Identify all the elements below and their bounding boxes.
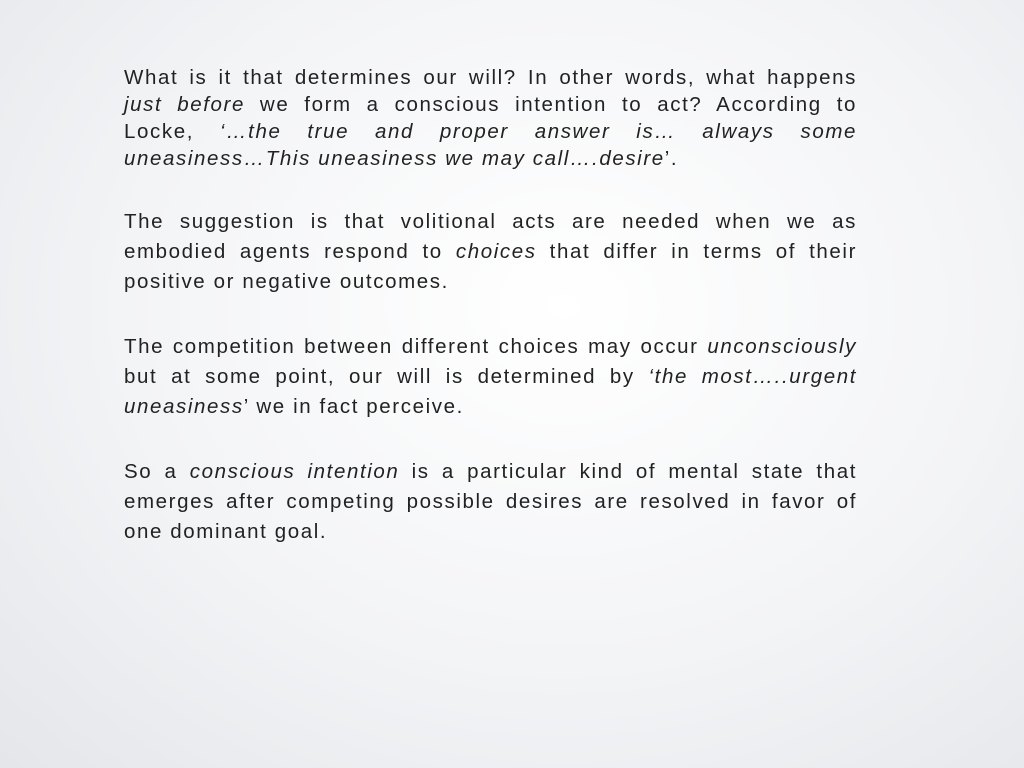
- p2-text-a: The suggestion is that volitional acts are needed when we as embodied agents respond to: [124, 210, 857, 263]
- p1-text-c: we form a conscious intention to act? According to Locke,: [124, 93, 857, 143]
- p3-text-c: but at some point, our will is determined by: [124, 365, 649, 388]
- p2-text-c: that differ in terms of their positive or negative outcomes.: [124, 240, 857, 293]
- p4-emphasis-conscious-intention: conscious intention: [189, 460, 400, 483]
- paragraph-volitional-acts: [124, 207, 857, 297]
- p3-text-a: The competition between different choices may occur: [124, 335, 708, 358]
- p1-text-a: What is it that determines our will? In other words, what happens: [124, 66, 857, 89]
- paragraph-competition: [124, 332, 857, 422]
- p1-locke-quote: ‘…the true and proper answer is… always some uneasiness…This uneasiness we may call….desire: [124, 120, 858, 170]
- p3-emphasis-unconsciously: unconsciously: [707, 335, 857, 358]
- paragraph-locke-will: [124, 64, 857, 172]
- p4-text-a: So a: [124, 460, 190, 483]
- p3-urgent-uneasiness-quote: ‘the most…..urgent uneasiness: [124, 365, 857, 418]
- p1-emphasis-just-before: just before: [124, 93, 245, 116]
- paragraph-conscious-intention: [124, 457, 857, 547]
- p2-emphasis-choices: choices: [455, 240, 537, 263]
- p4-text-c: is a particular kind of mental state that emerges after competing possible desires are resolved in favor of one dominant goal.: [124, 460, 857, 543]
- p1-text-e: ’.: [664, 147, 679, 170]
- p3-text-e: ’ we in fact perceive.: [243, 395, 464, 418]
- slide-body: [124, 64, 857, 547]
